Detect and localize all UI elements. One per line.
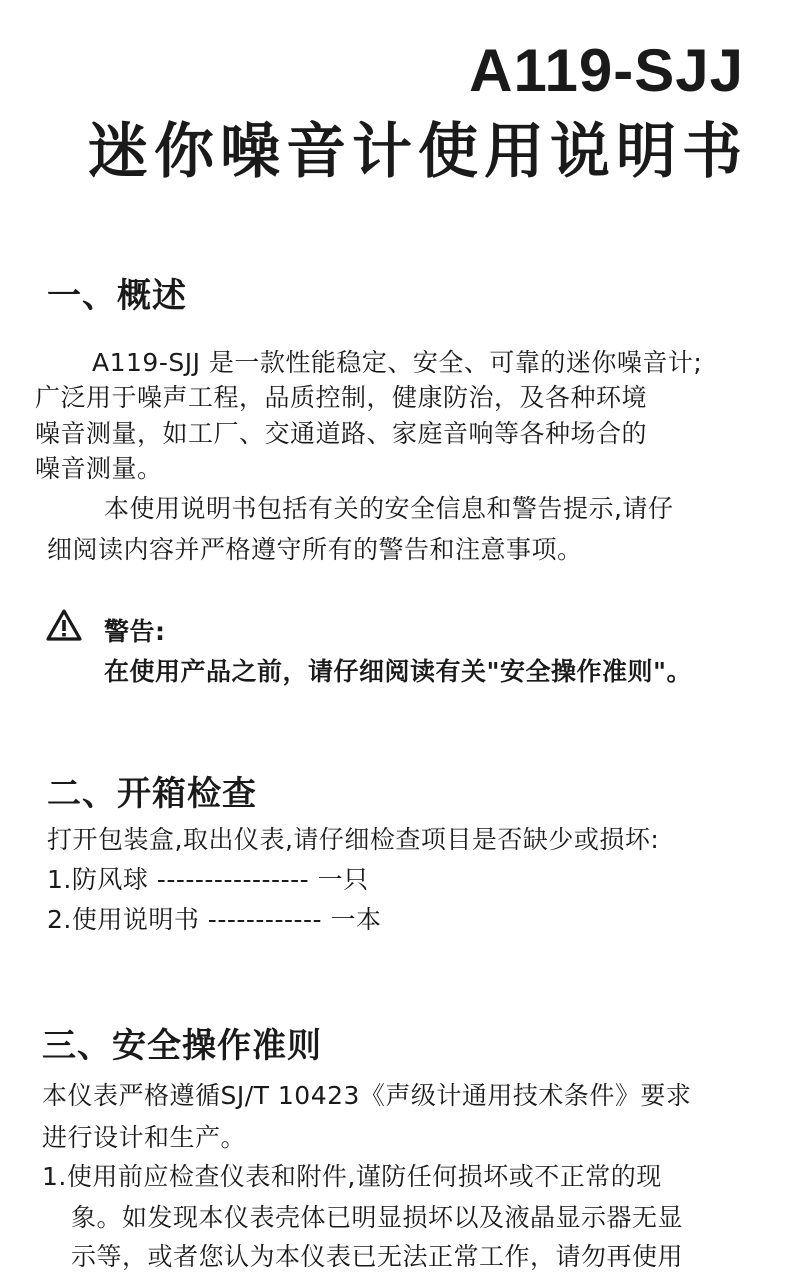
- list-item: 1.防风球 ---------------- 一只: [47, 865, 369, 894]
- paragraph-line: 本使用说明书包括有关的安全信息和警告提示,请仔: [104, 494, 674, 523]
- paragraph-line: 进行设计和生产。: [42, 1123, 247, 1152]
- warning-text: 在使用产品之前，请仔细阅读有关"安全操作准则"。: [104, 657, 693, 686]
- paragraph-line: 1.使用前应检查仪表和附件,谨防任何损坏或不正常的现: [42, 1162, 662, 1191]
- paragraph-line: 广泛用于噪声工程，品质控制，健康防治，及各种环境: [35, 383, 648, 412]
- manual-title: 迷你噪音计使用说明书: [88, 117, 748, 187]
- unpacking-intro: 打开包装盒,取出仪表,请仔细检查项目是否缺少或损坏:: [47, 825, 660, 854]
- paragraph-line: 细阅读内容并严格遵守所有的警告和注意事项。: [47, 535, 583, 564]
- paragraph-line: A119-SJJ 是一款性能稳定、安全、可靠的迷你噪音计;: [92, 348, 703, 377]
- list-item: 2.使用说明书 ------------ 一本: [47, 905, 382, 934]
- paragraph-line: 象。如发现本仪表壳体已明显损坏以及液晶显示器无显: [71, 1203, 684, 1232]
- paragraph-line: 示等，或者您认为本仪表已无法正常工作，请勿再使用: [71, 1242, 684, 1271]
- paragraph-line: 本仪表严格遵循SJ/T 10423《声级计通用技术条件》要求: [42, 1081, 692, 1110]
- section-heading-unpacking: 二、开箱检查: [47, 774, 257, 814]
- warning-label: 警告:: [104, 617, 166, 646]
- paragraph-line: 噪音测量。: [35, 454, 163, 483]
- paragraph-line: 噪音测量，如工厂、交通道路、家庭音响等各种场合的: [35, 419, 648, 448]
- section-heading-overview: 一、概述: [47, 276, 187, 316]
- warning-triangle-icon: [45, 608, 83, 642]
- section-heading-safety: 三、安全操作准则: [42, 1026, 322, 1066]
- manual-model-title: A119-SJJ: [469, 37, 744, 104]
